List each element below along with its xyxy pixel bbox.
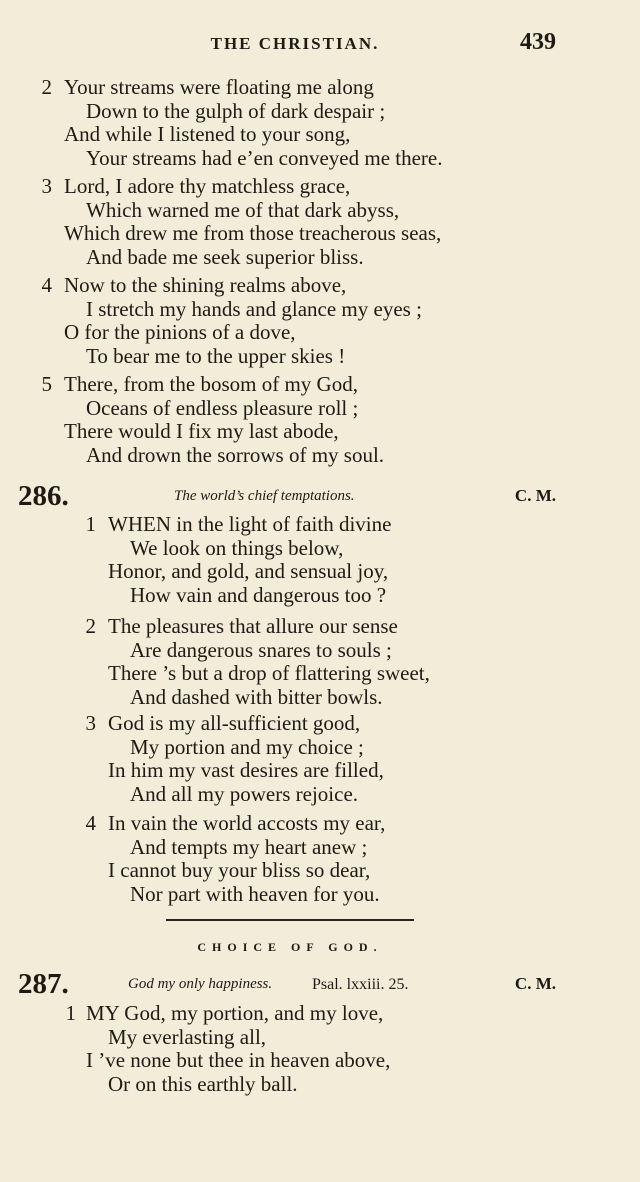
stanza bbox=[0, 373, 640, 467]
hymn-number: 287. bbox=[18, 968, 69, 1000]
hymn-meter: C. M. bbox=[514, 974, 556, 993]
verse-line bbox=[0, 1002, 640, 1026]
verse-line bbox=[0, 321, 640, 345]
stanza bbox=[0, 513, 640, 607]
verse-text: My everlasting all, bbox=[108, 1024, 267, 1049]
scripture-reference: Psal. lxxiii. 25. bbox=[312, 976, 409, 993]
verse-line bbox=[0, 686, 640, 710]
hymn-286-header bbox=[0, 480, 640, 514]
verse-line bbox=[0, 147, 640, 171]
verse-text: There would I fix my last abode, bbox=[64, 419, 339, 443]
stanza bbox=[0, 274, 640, 368]
verse-line bbox=[0, 246, 640, 270]
verse-text: And tempts my heart anew ; bbox=[130, 834, 368, 859]
verse-text: Which drew me from those treacherous seas, bbox=[64, 221, 442, 245]
verse-text: God is my all-sufficient good, bbox=[108, 711, 361, 735]
verse-line bbox=[0, 199, 640, 223]
stanza bbox=[0, 175, 640, 269]
divider-rule bbox=[166, 919, 414, 921]
verse-text: Oceans of endless pleasure roll ; bbox=[86, 395, 359, 420]
verse-text: Or on this earthly ball. bbox=[108, 1071, 298, 1096]
verse-text: Honor, and gold, and sensual joy, bbox=[108, 559, 389, 583]
verse-line bbox=[0, 836, 640, 860]
running-title: THE CHRISTIAN. bbox=[210, 34, 380, 53]
stanza bbox=[0, 712, 640, 806]
verse-text: Which warned me of that dark abyss, bbox=[86, 197, 400, 222]
verse-text: MY God, my portion, and my love, bbox=[86, 1001, 384, 1025]
verse-text: Now to the shining realms above, bbox=[64, 273, 347, 297]
verse-line bbox=[0, 444, 640, 468]
verse-line bbox=[0, 420, 640, 444]
verse-line bbox=[0, 662, 640, 686]
verse-line bbox=[0, 783, 640, 807]
hymn-287-header bbox=[0, 968, 640, 1002]
stanza-number: 2 bbox=[85, 614, 96, 638]
hymn-number: 286. bbox=[18, 480, 69, 512]
verse-text: To bear me to the upper skies ! bbox=[86, 343, 346, 368]
verse-line bbox=[0, 859, 640, 883]
page-number: 439 bbox=[520, 29, 556, 55]
verse-text: And bade me seek superior bliss. bbox=[86, 244, 364, 269]
verse-line bbox=[0, 397, 640, 421]
verse-line bbox=[0, 615, 640, 639]
verse-line bbox=[0, 584, 640, 608]
hymn-meter: C. M. bbox=[514, 486, 556, 505]
verse-text: O for the pinions of a dove, bbox=[64, 320, 296, 344]
verse-line bbox=[0, 100, 640, 124]
verse-line bbox=[0, 736, 640, 760]
verse-line bbox=[0, 345, 640, 369]
verse-text: There, from the bosom of my God, bbox=[64, 372, 358, 396]
verse-text: Nor part with heaven for you. bbox=[130, 881, 380, 906]
verse-line bbox=[0, 639, 640, 663]
hymn-title: The world’s chief temptations. bbox=[174, 488, 355, 504]
verse-line bbox=[0, 274, 640, 298]
verse-line bbox=[0, 537, 640, 561]
verse-line bbox=[0, 759, 640, 783]
verse-text: How vain and dangerous too ? bbox=[130, 582, 387, 607]
verse-text: Lord, I adore thy matchless grace, bbox=[64, 174, 351, 198]
verse-text: And drown the sorrows of my soul. bbox=[86, 442, 385, 467]
section-heading: CHOICE OF GOD. bbox=[197, 940, 383, 954]
verse-text: Your streams were floating me along bbox=[64, 75, 374, 99]
verse-text: There ’s but a drop of flattering sweet, bbox=[108, 661, 430, 685]
verse-line bbox=[0, 513, 640, 537]
verse-text: Your streams had e’en conveyed me there. bbox=[86, 145, 443, 170]
verse-text: And dashed with bitter bowls. bbox=[130, 684, 383, 709]
verse-text: The pleasures that allure our sense bbox=[108, 614, 398, 638]
stanza-number: 1 bbox=[65, 1001, 76, 1025]
verse-line bbox=[0, 298, 640, 322]
verse-text: Are dangerous snares to souls ; bbox=[130, 637, 392, 662]
stanza-number: 3 bbox=[85, 711, 96, 735]
verse-line bbox=[0, 123, 640, 147]
stanza-number: 3 bbox=[41, 174, 52, 198]
stanza bbox=[0, 76, 640, 170]
verse-line bbox=[0, 712, 640, 736]
verse-text: My portion and my choice ; bbox=[130, 734, 364, 759]
stanza-number: 4 bbox=[41, 273, 52, 297]
verse-line bbox=[0, 812, 640, 836]
verse-text: I cannot buy your bliss so dear, bbox=[108, 858, 371, 882]
verse-text: We look on things below, bbox=[130, 535, 344, 560]
stanza-number: 5 bbox=[41, 372, 52, 396]
stanza bbox=[0, 1002, 640, 1096]
stanza-number: 1 bbox=[85, 512, 96, 536]
verse-line bbox=[0, 373, 640, 397]
verse-text: And while I listened to your song, bbox=[64, 122, 351, 146]
stanza-number: 4 bbox=[85, 811, 96, 835]
verse-line bbox=[0, 883, 640, 907]
hymn-title: God my only happiness. bbox=[128, 976, 273, 992]
stanza bbox=[0, 812, 640, 906]
verse-line bbox=[0, 1026, 640, 1050]
stanza-number: 2 bbox=[41, 75, 52, 99]
verse-text: In him my vast desires are filled, bbox=[108, 758, 384, 782]
verse-line bbox=[0, 76, 640, 100]
verse-text: I stretch my hands and glance my eyes ; bbox=[86, 296, 422, 321]
verse-line bbox=[0, 222, 640, 246]
verse-text: I ’ve none but thee in heaven above, bbox=[86, 1048, 391, 1072]
verse-line bbox=[0, 560, 640, 584]
verse-line bbox=[0, 1073, 640, 1097]
verse-text: WHEN in the light of faith divine bbox=[108, 512, 392, 536]
verse-text: Down to the gulph of dark despair ; bbox=[86, 98, 386, 123]
verse-text: In vain the world accosts my ear, bbox=[108, 811, 386, 835]
verse-line bbox=[0, 175, 640, 199]
stanza bbox=[0, 615, 640, 709]
verse-text: And all my powers rejoice. bbox=[130, 781, 359, 806]
verse-line bbox=[0, 1049, 640, 1073]
